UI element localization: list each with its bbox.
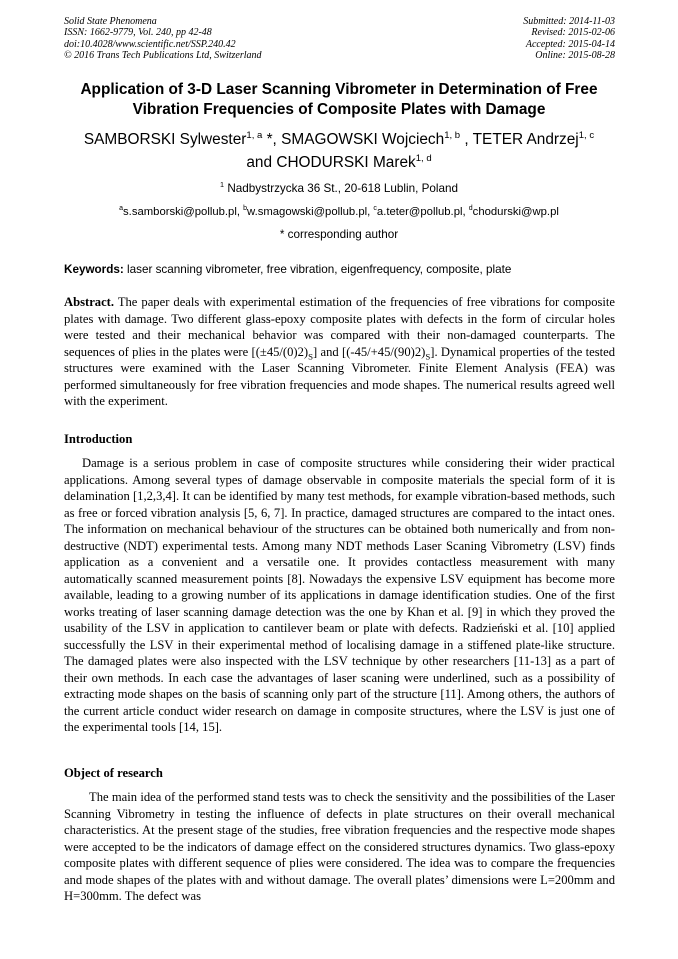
online-date: Online: 2015-08-28 — [535, 49, 615, 61]
email-mark: a — [119, 205, 124, 213]
abstract-text: The paper deals with experimental estimation of the frequencies of free vibrations for composite plates with damage. Two different glass-epoxy composite plates with defects in the form of circular holes were tested and their mechanical behavior was compared with their non-damaged counterparts. The sequences of plies in the plates were [(±45/(0)2) — [64, 295, 615, 359]
author-affiliation-mark: 1, d — [415, 152, 432, 164]
email-mark: b — [243, 205, 248, 213]
email-link[interactable]: w.smagowski@pollub.pl, — [247, 206, 374, 218]
author-name: SAMBORSKI Sylwester — [83, 131, 247, 148]
introduction-section — [64, 455, 615, 736]
author-affiliation-mark: 1, b — [444, 129, 461, 141]
object-of-research-section — [64, 789, 615, 905]
journal-header-left — [64, 16, 262, 61]
email-mark: c — [373, 205, 377, 213]
email-link[interactable]: a.teter@pollub.pl, — [376, 206, 469, 218]
subscript: S — [308, 351, 313, 362]
author-line-1 — [40, 128, 638, 151]
section-heading-object-of-research: Object of research — [64, 766, 163, 780]
title-line-2: Vibration Frequencies of Composite Plates with Damage — [132, 100, 546, 118]
corresponding-author-note: * corresponding author — [279, 228, 399, 241]
affiliation — [40, 181, 638, 196]
section-heading-introduction: Introduction — [64, 432, 133, 446]
object-of-research-paragraph: The main idea of the performed stand tests was to check the sensitivity and the possibilities of the Laser Scanning Vibrometry in testing the influence of defects in plate structures on their overall mechanical characteristics. At the present stage of the studies, free vibration frequencies and the respective mode shapes were accepted to be the indicators of damage effect on the considered structures dynamics. Two glass-epoxy composite plates with different sequence of plies were considered. The idea was to compare the frequencies and mode shapes of the plates with and without damage. The overall plates’ dimensions were L=200mm and H=300mm. The defect was — [64, 790, 615, 903]
abstract — [64, 294, 615, 410]
submitted-date: Submitted: 2014-11-03 — [523, 16, 615, 27]
title-line-1: Application of 3-D Laser Scanning Vibrometer in Determination of Free — [80, 81, 598, 98]
issn-line: ISSN: 1662-9779, Vol. 240, pp 42-48 — [64, 27, 212, 39]
abstract-text: ]. Dynamical properties of the tested structures were examined with the Laser Scanning Vibrometer. Finite Element Analysis (FEA) was performed simultaneously for free vibration frequencies and mode shapes. The numerical results agreed well with the experiment. — [64, 344, 615, 408]
journal-name: Solid State Phenomena — [64, 16, 157, 27]
accepted-date: Accepted: 2015-04-14 — [525, 38, 615, 50]
affiliation-address: Nadbystrzycka 36 St., 20-618 Lublin, Poland — [224, 182, 458, 195]
author-name: TETER Andrzej — [472, 131, 579, 148]
author-conjunction: and — [246, 154, 277, 171]
copyright-line: © 2016 Trans Tech Publications Ltd, Switzerland — [64, 49, 262, 61]
email-link[interactable]: s.samborski@pollub.pl, — [123, 206, 244, 218]
author-name: SMAGOWSKI Wojciech — [281, 131, 445, 148]
paper-title — [40, 80, 638, 119]
keywords-text: laser scanning vibrometer, free vibration, eigenfrequency, composite, plate — [123, 263, 512, 276]
abstract-label: Abstract. — [64, 295, 115, 309]
introduction-paragraph: Damage is a serious problem in case of composite structures while considering their wider practical applications. Among several types of damage observable in composite materials the special form of it is delamination [1,2,3,4]. It can be identified by many test methods, for example vibration-based methods, such as free or forced vibration analysis [5, 6, 7]. In practice, damaged structures are compared to the intact ones. The information on mechanical behaviour of the structures can be obtained both numerically and from non-destructive (NDT) experimental tests. Among many NDT methods Laser Scaning Vibrometry (LSV) finds application as a convenient and a versatile one. It provides contactless measurement with many automatically scanned measurement points [8]. Nowadays the expensive LSV equipment has become more available, leading to a growing number of its applications in damage identification studies. One of the first works treating of laser scanning damage detection was the one by Khan et al. [9] in which they proved the usability of the LSV in application to cantilever beam or plate with defects. Radzieński et al. [10] applied successfully the LSV in their experimental method of localising damage in a stiffened plate-like structure. The damaged plates were also inspected with the LSV technique by other researchers [11-13] as a part of their own methods. In each case the advantages of laser scaning were underlined, such as a possibility of extracting mode shapes on the basis of scanning only part of the structure [11]. Among others, the authors of the current article conduct wider research on damage in composite structures, where the LSV is just one of the experimental tools [14, 15]. — [64, 456, 615, 734]
email-mark: d — [468, 205, 473, 213]
author-affiliation-mark: 1, c — [578, 129, 595, 141]
abstract-text: ] and [(-45/+45/(90)2) — [313, 344, 426, 359]
revised-date: Revised: 2015-02-06 — [531, 27, 615, 39]
author-line-2 — [40, 151, 638, 174]
keywords — [64, 262, 624, 277]
author-affiliation-mark: 1, a — [246, 129, 263, 141]
keywords-label: Keywords: — [64, 263, 124, 276]
author-separator: , — [460, 131, 473, 148]
email-list — [40, 205, 638, 220]
author-name: CHODURSKI Marek — [276, 154, 416, 171]
email-link[interactable]: chodurski@wp.pl — [472, 206, 559, 218]
affiliation-mark: 1 — [220, 180, 225, 190]
author-list — [40, 128, 638, 174]
doi-line: doi:10.4028/www.scientific.net/SSP.240.42 — [64, 38, 236, 50]
corresponding-mark: *, — [262, 131, 282, 148]
journal-header-right — [523, 16, 615, 61]
subscript: S — [425, 351, 431, 362]
